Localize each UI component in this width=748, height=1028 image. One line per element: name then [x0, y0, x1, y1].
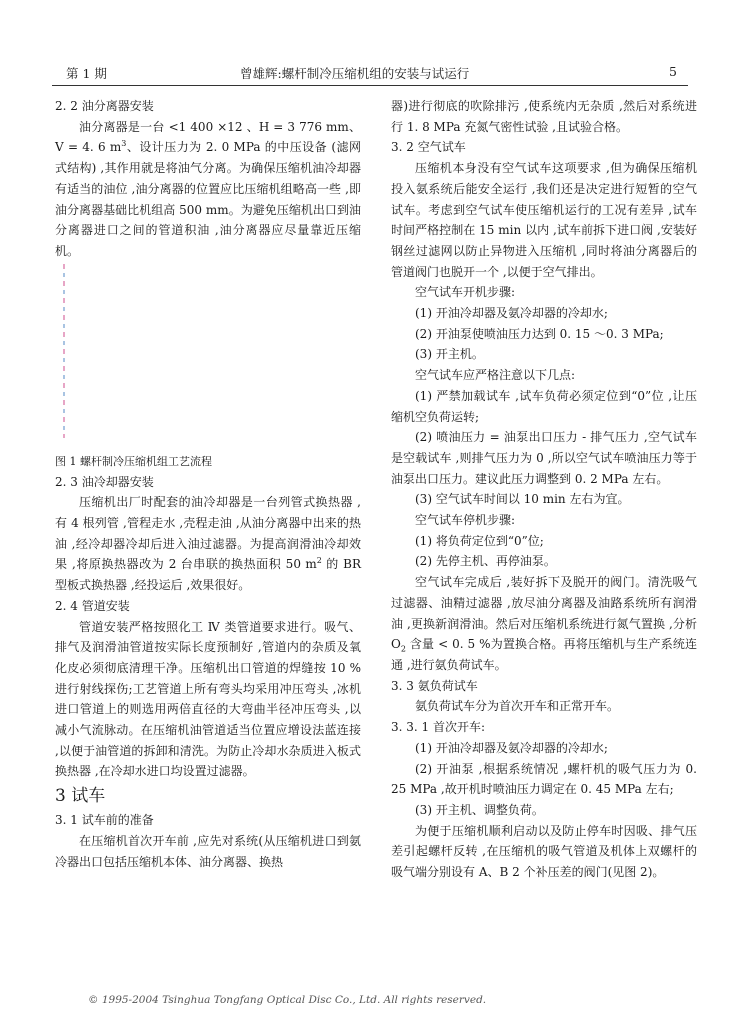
section-2-2-paragraph	[55, 117, 361, 262]
section-2-4-paragraph: 管道安装严格按照化工 Ⅳ 类管道要求进行。吸气、排气及润滑油管道按实际长度预制好 ,管道内的杂质及氧化皮必须彻底清理干净。压缩机出口管道的焊缝按 10 %进行射线探伤;工艺管道上所有弯头均采用冲压弯头 ,冰机进口管道上的则选用两倍直径的大弯曲半径冲压弯头 ,以减小气流脉动。在压缩机油管道适当位置应增设法蓝连接 ,以便于油管道的拆卸和清洗。为防止冷却水杂质进入板式换热器 ,在冷却水进口均设置过滤器。	[55, 619, 361, 779]
section-3-1-heading: 3. 1 试车前的准备	[55, 813, 154, 828]
first-start-step: (3) 开主机、调整负荷。	[415, 802, 544, 817]
note-item: (1) 严禁加载试车 ,试车负荷必须定位到“0”位 ,让压缩机空负荷运转;	[391, 388, 697, 424]
superscript: 2	[316, 556, 322, 566]
copyright-footer: © 1995-2004 Tsinghua Tongfang Optical Disc Co., Ltd. All rights reserved.	[88, 994, 487, 1006]
figure-1-caption: 图 1 螺杆制冷压缩机组工艺流程	[55, 454, 212, 468]
text-run: 含量 < 0. 5 %为置换合格。再将压缩机与生产系统连通 ,进行氨负荷试车。	[391, 637, 697, 672]
first-start-step: (2) 开油泵 ,根据系统情况 ,螺杆机的吸气压力为 0. 25 MPa ,故开机时喷油压力调定在 0. 45 MPa 左右;	[391, 761, 697, 797]
start-step: (3) 开主机。	[415, 347, 484, 362]
figure-artifact	[63, 264, 65, 438]
continued-paragraph: 器)进行彻底的吹除排污 ,使系统内无杂质 ,然后对系统进行 1. 8 MPa 充氮气密性试验 ,且试验合格。	[391, 99, 697, 134]
note-item: (3) 空气试车时间以 10 min 左右为宜。	[415, 492, 630, 507]
stop-steps-title: 空气试车停机步骤:	[415, 513, 516, 528]
text-run: 油分离器是一台 <1 400 ×12 、H = 3 776 mm、V = 4. 6 m	[55, 119, 361, 155]
after-air-test-paragraph	[391, 572, 697, 676]
start-step: (1) 开油冷却器及氨冷却器的冷却水;	[415, 306, 608, 321]
section-3-3-paragraph: 氨负荷试车分为首次开车和正常开车。	[415, 699, 620, 714]
section-3-2-heading: 3. 2 空气试车	[391, 140, 466, 155]
issue-label: 第 1 期	[66, 66, 107, 81]
section-3-1-paragraph: 在压缩机首次开车前 ,应先对系统(从压缩机进口到氨冷器出口包括压缩机本体、油分离器、换热	[55, 833, 361, 869]
text-run: 空气试车完成后 ,装好拆下及脱开的阀门。清洗吸气过滤器、油精过滤器 ,放尽油分离器及油路系统所有润滑油 ,更换新润滑油。然后对压缩机系统进行氮气置换 ,分析 O	[391, 575, 697, 652]
figure-1-image	[55, 262, 361, 452]
right-column	[391, 96, 697, 883]
stop-step: (2) 先停主机、再停油泵。	[415, 554, 556, 569]
text-run: 压缩机出厂时配套的油冷却器是一台列管式换热器 ,有 4 根列管 ,管程走水 ,壳程走油 ,从油分离器中出来的热油 ,经冷却器冷却后进入油过滤器。为提高润滑油冷却效果 ,将原换热器改为 2 台串联的换热面积 50 m	[55, 495, 361, 572]
superscript: 3	[121, 139, 127, 149]
page-number: 5	[669, 64, 677, 79]
section-2-3-heading: 2. 3 油冷却器安装	[55, 474, 154, 489]
header-rule	[52, 85, 688, 86]
section-3-2-paragraph: 压缩机本身没有空气试车这项要求 ,但为确保压缩机投入氨系统后能安全运行 ,我们还是决定进行短暂的空气试车。考虑到空气试车使压缩机运行的工况有差异 ,试车时间严格控制在 15 min 以内 ,试车前拆下进口阀 ,安装好钢丝过滤网以防止异物进入压缩机 ,同时将油分离器后的管道阀门也脱开一个 ,以便于空气排出。	[391, 161, 697, 279]
section-2-2-heading: 2. 2 油分离器安装	[55, 99, 154, 113]
notes-title: 空气试车应严格注意以下几点:	[415, 368, 576, 383]
stop-step: (1) 将负荷定位到“0”位;	[415, 533, 544, 548]
section-3-3-1-heading: 3. 3. 1 首次开车:	[391, 720, 486, 735]
subscript: 2	[400, 644, 406, 654]
final-paragraph: 为便于压缩机顺利启动以及防止停车时因吸、排气压差引起螺杆反转 ,在压缩机的吸气管道及机体上双螺杆的吸气端分别设有 A、B 2 个补压差的阀门(见图 2)。	[391, 823, 697, 880]
left-column	[55, 96, 361, 872]
start-steps-title: 空气试车开机步骤:	[415, 285, 516, 300]
start-step: (2) 开油泵使喷油压力达到 0. 15 ～0. 3 MPa;	[415, 326, 664, 341]
section-3-heading: 3 试车	[55, 786, 106, 807]
first-start-step: (1) 开油冷却器及氨冷却器的冷却水;	[415, 740, 608, 755]
note-item: (2) 喷油压力 = 油泵出口压力 - 排气压力 ,空气试车是空载试车 ,则排气压力为 0 ,所以空气试车喷油压力等于油泵出口压力。建议此压力调整到 0. 2 MPa 左右。	[391, 430, 697, 486]
section-3-3-heading: 3. 3 氨负荷试车	[391, 678, 478, 693]
text-run: 的 BR 型板式换热器 ,经投运后 ,效果很好。	[55, 557, 362, 593]
section-2-3-paragraph	[55, 492, 361, 596]
section-2-4-heading: 2. 4 管道安装	[55, 598, 130, 613]
running-title: 曾雄辉:螺杆制冷压缩机组的安装与试运行	[240, 66, 470, 81]
text-run: 、设计压力为 2. 0 MPa 的中压设备 (滤网式结构) ,其作用就是将油气分离。为确保压缩机油冷却器有适当的油位 ,油分离器的位置应比压缩机组略高一些 ,即油分离器基础比机组高 500 mm。为避免压缩机出口到油分离器进口之间的管道积油 ,油分离器应尽量靠近压缩机。	[55, 140, 361, 258]
